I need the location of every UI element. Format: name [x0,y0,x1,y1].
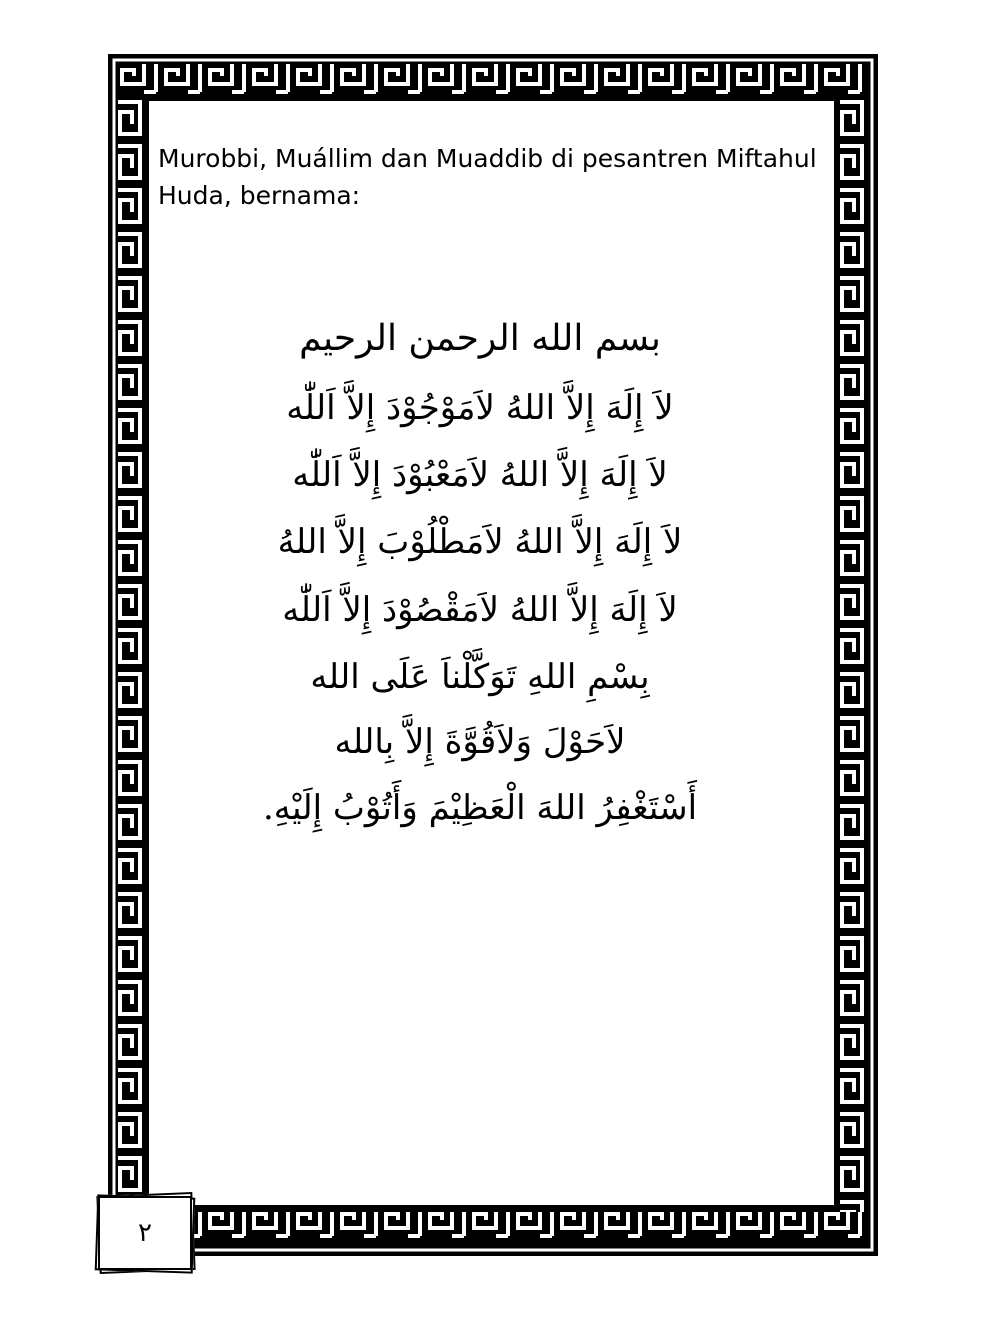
arabic-line-4: لاَ إِلَهَ إِلاَّ اللهُ لاَمَقْصُوْدَ إِلاَّ اَللّٰه [282,590,678,630]
page-content-area [146,98,837,1208]
arabic-line-5: بِسْمِ اللهِ تَوَكَّلْناَ عَلَى الله [310,657,650,697]
arabic-line-3: لاَ إِلَهَ إِلاَّ اللهُ لاَمَطْلُوْبَ إِلاَّ اللهُ [277,522,683,562]
intro-text: Murobbi, Muállim dan Muaddib di pesantren Miftahul Huda, bernama: [158,144,817,210]
arabic-line-2: لاَ إِلَهَ إِلاَّ اللهُ لاَمَعْبُوْدَ إِلاَّ اَللّٰه [292,455,668,495]
page-number-box [92,1190,198,1276]
basmalah-line: بسم الله الرحمن الرحيم [299,318,661,359]
arabic-line-7: أَسْتَغْفِرُ اللهَ الْعَظِيْمَ وَأَتُوْبُ إِلَيْهِ. [262,788,698,828]
arabic-line-1: لاَ إِلَهَ إِلاَّ اللهُ لاَمَوْجُوْدَ إِلاَّ اَللّٰه [286,388,674,428]
page-number: ٢ [138,1218,152,1248]
arabic-line-6: لاَحَوْلَ وَلاَقُوَّةَ إِلاَّ بِالله [334,722,626,762]
